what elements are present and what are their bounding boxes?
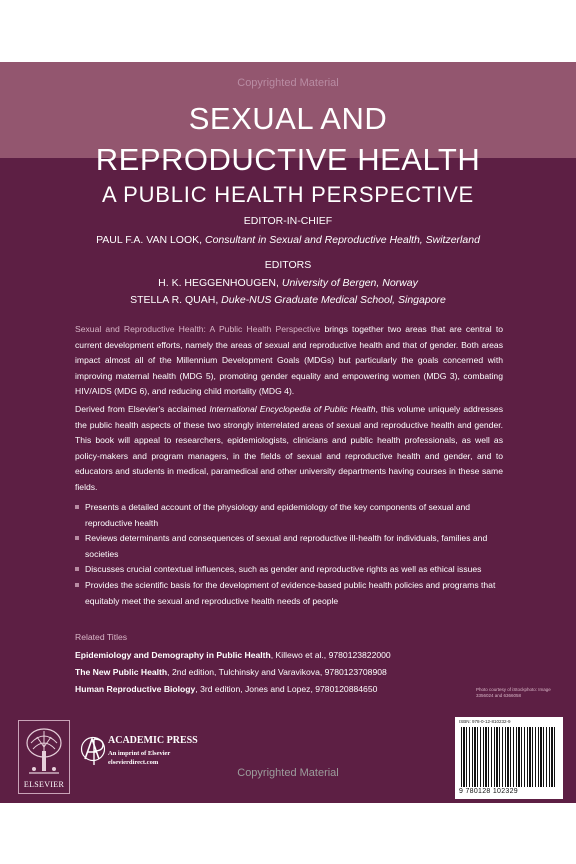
description-book-title: Sexual and Reproductive Health: A Public Health Perspective <box>75 324 321 334</box>
elsevier-wordmark: ELSEVIER <box>23 780 65 789</box>
description-p1-text: brings together two areas that are central to current development efforts, namely the areas of sexual and reproductive health and that of gender. Both areas impact almost all of the Millennium Development Goals (MDGs) but particularly the goals concerned with improving maternal health (MDG 5), promoting gender equality and empowering women (MDG 3), combating HIV/AIDS (MDG 6), and reducing child mortality (MDG 4). <box>75 324 503 397</box>
editor-line-2 <box>0 294 576 306</box>
editors-heading: EDITORS <box>264 259 312 271</box>
elsevier-logo <box>18 720 70 794</box>
description-p2-lead: Derived from Elsevier's acclaimed <box>75 404 210 414</box>
related-title-2-detail: , 2nd edition, Tulchinsky and Varavikova, 9780123708908 <box>167 667 387 677</box>
editor-in-chief-name: PAUL F.A. VAN LOOK, <box>96 234 203 246</box>
isbn-number: 9 780128 102329 <box>459 788 518 795</box>
related-title-1-detail: , Killewo et al., 9780123822000 <box>270 650 391 660</box>
related-title-3 <box>75 684 495 694</box>
isbn-label: ISBN: 978-0-12-810232-9 <box>459 719 511 724</box>
related-title-2-name: The New Public Health <box>75 667 168 677</box>
description-paragraph-1 <box>75 322 503 400</box>
editor-affiliation-2: Duke-NUS Graduate Medical School, Singapore <box>221 294 446 306</box>
back-cover <box>0 62 576 803</box>
editor-in-chief-line <box>0 234 576 246</box>
description-p2-text: , this volume uniquely addresses the public health aspects of these two strongly interrelated areas of sexual and reproductive health and gender. This book will appeal to researchers, epidemiologists, clinicians and public health professionals, as well as policy-makers and program managers, in the fields of sexual and reproductive health and gender, and to educators and students in medical, paramedical and other university departments having courses in these same fields. <box>75 404 503 492</box>
academic-press-logo-icon <box>80 734 106 768</box>
photo-credit: Photo courtesy of iStockphoto: Image 3356024 and 6366058 <box>476 687 551 698</box>
editor-in-chief-heading: EDITOR-IN-CHIEF <box>243 215 333 227</box>
feature-item: Provides the scientific basis for the development of evidence-based public health policies and programs that equitably meet the sexual and reproductive health needs of people <box>75 578 515 609</box>
related-title-1 <box>75 650 495 660</box>
feature-item: Discusses crucial contextual influences, such as gender and reproductive rights as well as ethical issues <box>75 562 515 578</box>
isbn-barcode <box>455 717 563 799</box>
watermark-bottom: Copyrighted Material <box>237 767 339 779</box>
related-title-1-name: Epidemiology and Demography in Public Health <box>75 650 271 660</box>
feature-item: Reviews determinants and consequences of sexual and reproductive ill-health for individuals, families and societies <box>75 531 515 562</box>
feature-list <box>75 500 515 609</box>
editor-name-1: H. K. HEGGENHOUGEN, <box>158 277 279 289</box>
editor-name-2: STELLA R. QUAH, <box>130 294 219 306</box>
publisher-site: elsevierdirect.com <box>108 759 159 766</box>
related-title-2 <box>75 667 495 677</box>
editor-in-chief-affiliation: Consultant in Sexual and Reproductive Health, Switzerland <box>205 234 480 246</box>
editor-affiliation-1: University of Bergen, Norway <box>281 277 418 289</box>
publisher-name: ACADEMIC PRESS <box>108 735 198 746</box>
description-p2-italic: International Encyclopedia of Public Health <box>209 404 376 414</box>
related-titles-heading: Related Titles <box>75 632 128 642</box>
publisher-imprint: An imprint of Elsevier <box>108 750 171 757</box>
description-paragraph-2 <box>75 402 503 496</box>
related-title-3-name: Human Reproductive Biology <box>75 684 196 694</box>
watermark-top: Copyrighted Material <box>237 77 339 89</box>
title-line-1: SEXUAL AND <box>188 101 388 136</box>
subtitle: A PUBLIC HEALTH PERSPECTIVE <box>101 182 475 207</box>
feature-item: Presents a detailed account of the physiology and epidemiology of the key components of sexual and reproductive health <box>75 500 515 531</box>
title-line-2: REPRODUCTIVE HEALTH <box>95 142 481 177</box>
editor-line-1 <box>0 277 576 289</box>
related-title-3-detail: , 3rd edition, Jones and Lopez, 9780120884650 <box>195 684 378 694</box>
